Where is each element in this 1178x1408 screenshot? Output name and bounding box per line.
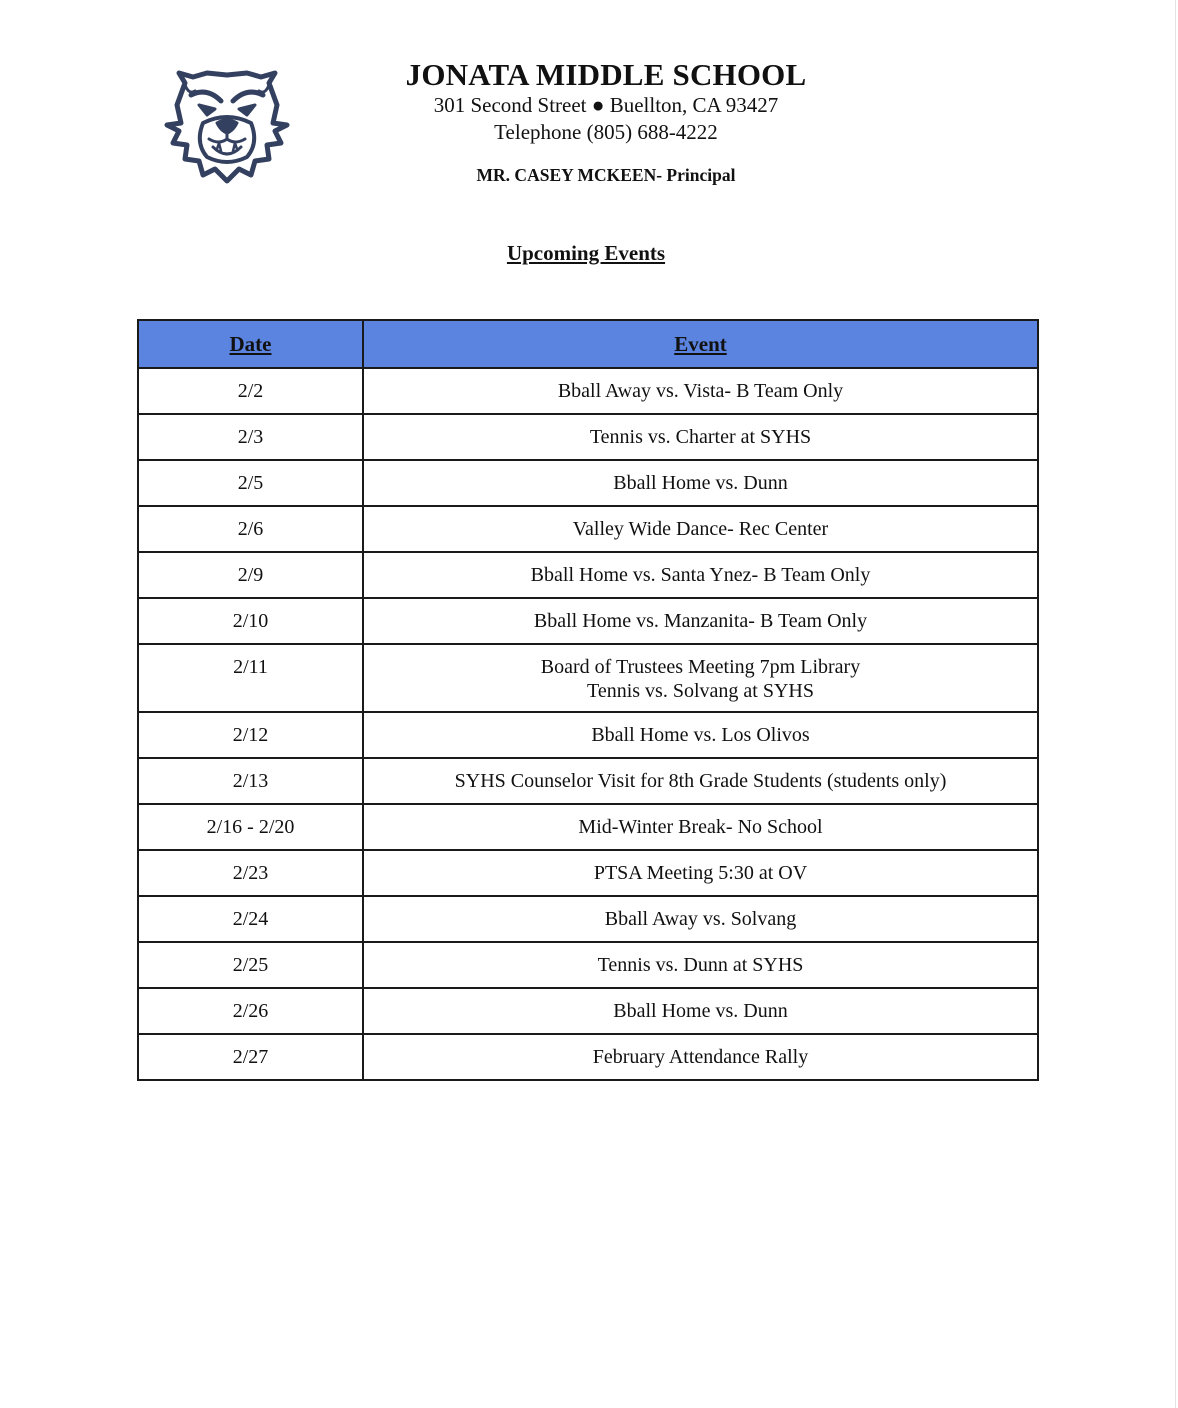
principal-title: - Principal xyxy=(656,165,736,185)
event-description xyxy=(363,1034,1038,1080)
table-row xyxy=(138,460,1038,506)
event-date: 2/10 xyxy=(138,598,363,644)
event-line: Mid-Winter Break- No School xyxy=(578,816,823,838)
event-line: Board of Trustees Meeting 7pm Library xyxy=(540,656,861,678)
principal-line xyxy=(300,164,912,186)
table-row xyxy=(138,850,1038,896)
event-date: 2/16 - 2/20 xyxy=(138,804,363,850)
events-table-body xyxy=(138,368,1038,1080)
school-name: JONATA MIDDLE SCHOOL xyxy=(405,57,807,92)
event-date: 2/26 xyxy=(138,988,363,1034)
event-line: Bball Home vs. Manzanita- B Team Only xyxy=(533,610,868,632)
event-line: SYHS Counselor Visit for 8th Grade Students (students only) xyxy=(454,770,947,792)
event-line: Bball Home vs. Santa Ynez- B Team Only xyxy=(530,564,871,586)
event-description xyxy=(363,414,1038,460)
event-description xyxy=(363,368,1038,414)
table-row xyxy=(138,942,1038,988)
event-date: 2/24 xyxy=(138,896,363,942)
event-date: 2/3 xyxy=(138,414,363,460)
bulldog-mascot-icon xyxy=(163,65,291,185)
event-line: Tennis vs. Solvang at SYHS xyxy=(587,680,814,702)
table-row xyxy=(138,712,1038,758)
event-description xyxy=(363,644,1038,712)
table-row xyxy=(138,804,1038,850)
table-row xyxy=(138,598,1038,644)
event-description xyxy=(363,896,1038,942)
event-line: PTSA Meeting 5:30 at OV xyxy=(593,862,808,884)
event-date: 2/23 xyxy=(138,850,363,896)
table-row xyxy=(138,896,1038,942)
table-row xyxy=(138,644,1038,712)
page-edge xyxy=(1175,0,1176,1408)
table-row xyxy=(138,758,1038,804)
section-title: Upcoming Events xyxy=(506,241,666,265)
table-row xyxy=(138,368,1038,414)
principal-name: MR. CASEY MCKEEN xyxy=(476,165,657,185)
date-column-header: Date xyxy=(138,320,363,368)
event-description xyxy=(363,804,1038,850)
event-line: Bball Away vs. Solvang xyxy=(604,908,797,930)
table-row xyxy=(138,1034,1038,1080)
table-header-row xyxy=(138,320,1038,368)
event-date: 2/25 xyxy=(138,942,363,988)
event-line: Bball Home vs. Dunn xyxy=(613,472,788,494)
event-description xyxy=(363,850,1038,896)
event-description xyxy=(363,942,1038,988)
event-date: 2/13 xyxy=(138,758,363,804)
event-line: Bball Home vs. Dunn xyxy=(613,1000,788,1022)
school-telephone: Telephone (805) 688-4222 xyxy=(494,120,718,144)
event-line: Bball Away vs. Vista- B Team Only xyxy=(557,380,844,402)
table-row xyxy=(138,988,1038,1034)
event-description xyxy=(363,598,1038,644)
table-row xyxy=(138,506,1038,552)
event-date: 2/27 xyxy=(138,1034,363,1080)
event-description xyxy=(363,712,1038,758)
school-address: 301 Second Street ● Buellton, CA 93427 xyxy=(433,93,779,117)
event-description xyxy=(363,988,1038,1034)
event-date: 2/5 xyxy=(138,460,363,506)
event-description xyxy=(363,460,1038,506)
school-header xyxy=(300,58,912,186)
event-line: Valley Wide Dance- Rec Center xyxy=(572,518,829,540)
event-date: 2/9 xyxy=(138,552,363,598)
event-date: 2/12 xyxy=(138,712,363,758)
event-description xyxy=(363,506,1038,552)
table-row xyxy=(138,414,1038,460)
event-description xyxy=(363,552,1038,598)
event-line: Bball Home vs. Los Olivos xyxy=(591,724,810,746)
event-line: Tennis vs. Charter at SYHS xyxy=(589,426,812,448)
event-column-header: Event xyxy=(363,320,1038,368)
event-line: February Attendance Rally xyxy=(592,1046,809,1068)
events-table xyxy=(137,319,1039,1081)
event-line: Tennis vs. Dunn at SYHS xyxy=(597,954,804,976)
event-date: 2/11 xyxy=(138,644,363,712)
event-date: 2/2 xyxy=(138,368,363,414)
event-date: 2/6 xyxy=(138,506,363,552)
event-description xyxy=(363,758,1038,804)
table-row xyxy=(138,552,1038,598)
